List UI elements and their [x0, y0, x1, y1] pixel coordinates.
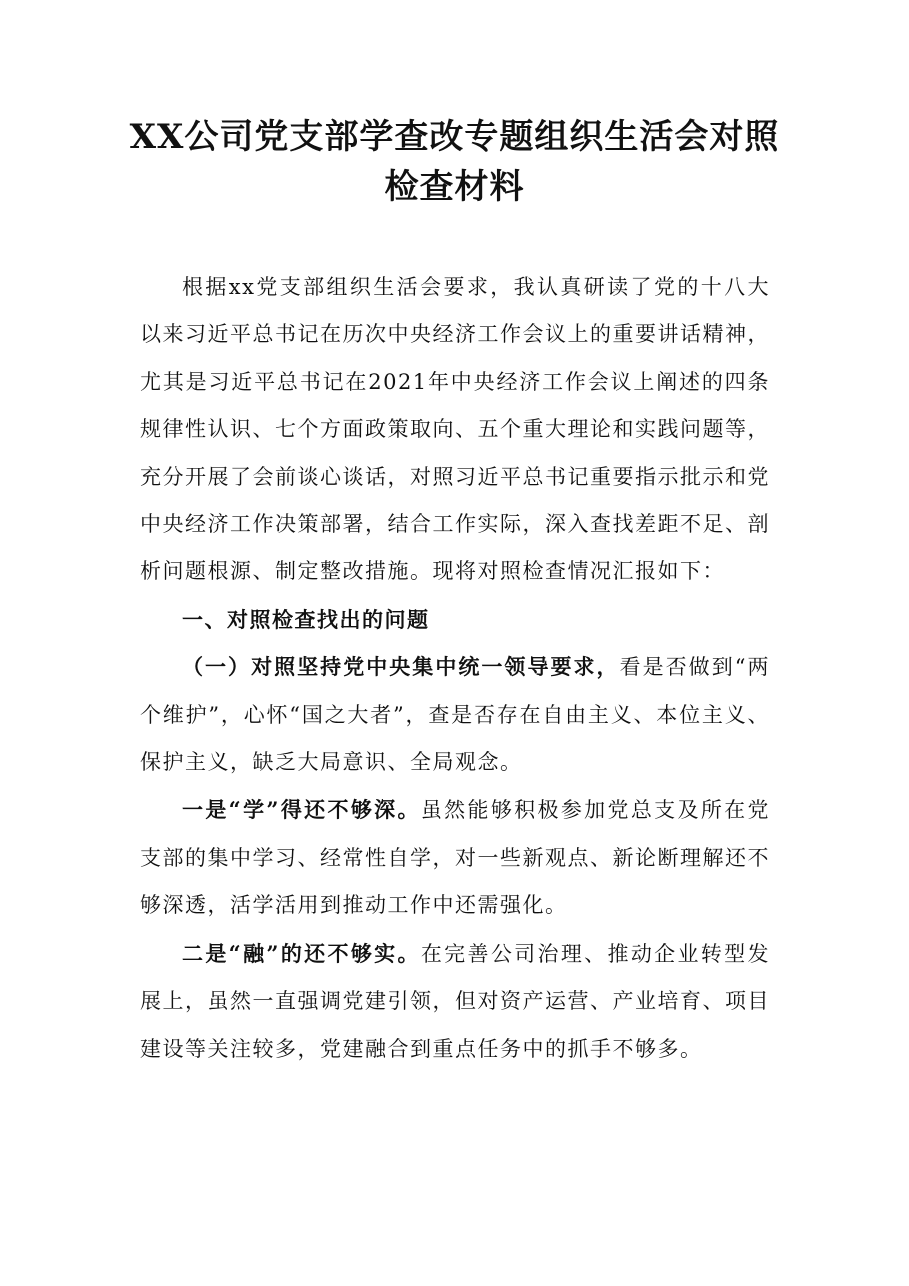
point-text-1: 虽然能够积极参加党总支及所在党支部的集中学习、经常性自学，对一些新观点、新论断理解还不够深透，活学活用到推动工作中还需强化。 — [140, 798, 770, 918]
section-heading: 一、对照检查找出的问题 — [182, 606, 430, 632]
point-paragraph-1 — [140, 786, 770, 929]
title-line-1: XX公司党支部学查改专题组织生活会对照 — [129, 117, 780, 157]
item-text: 看是否做到“两个维护”，心怀“国之大者”，查是否存在自由主义、本位主义、保护主义，缺乏大局意识、全局观念。 — [140, 655, 770, 775]
document-body — [140, 264, 770, 1073]
point-lead-2: 二是“融”的还不够实。 — [182, 940, 421, 966]
intro-paragraph: 根据xx党支部组织生活会要求，我认真研读了党的十八大以来习近平总书记在历次中央经济工作会议上的重要讲话精神，尤其是习近平总书记在2021年中央经济工作会议上阐述的四条规律性认识、七个方面政策取向、五个重大理论和实践问题等，充分开展了会前谈心谈话，对照习近平总书记重要指示批示和党中央经济工作决策部署，结合工作实际，深入查找差距不足、剖析问题根源、制定整改措施。现将对照检查情况汇报如下： — [140, 275, 770, 584]
item-lead: （一）对照坚持党中央集中统一领导要求， — [182, 654, 620, 680]
title-line-2: 检查材料 — [384, 167, 525, 207]
item-paragraph — [140, 643, 770, 786]
point-paragraph-2 — [140, 930, 770, 1073]
point-lead-1: 一是“学”得还不够深。 — [182, 797, 421, 823]
point-text-2: 在完善公司治理、推动企业转型发展上，虽然一直强调党建引领，但对资产运营、产业培育、项目建设等关注较多，党建融合到重点任务中的抓手不够多。 — [140, 941, 770, 1061]
document-title — [120, 112, 789, 212]
